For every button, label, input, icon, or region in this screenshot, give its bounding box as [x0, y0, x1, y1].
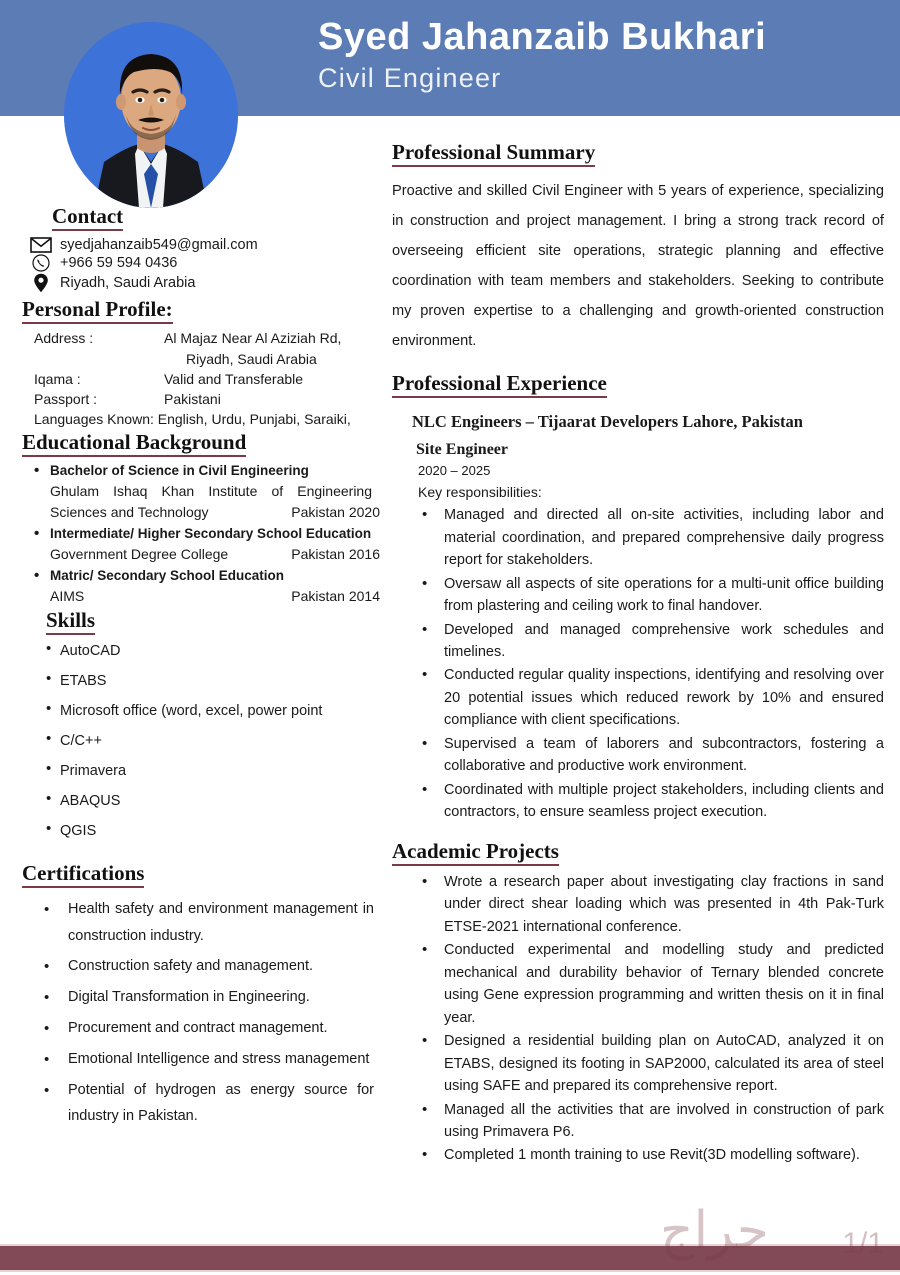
personal-profile-value-cont: Riyadh, Saudi Arabia — [186, 350, 317, 367]
list-item: • C/C++ — [22, 732, 380, 750]
languages-label: Languages Known: — [34, 411, 154, 428]
list-item: • ETABS — [22, 672, 380, 690]
certifications-heading: Certifications — [22, 861, 144, 888]
languages-value: English, Urdu, Punjabi, Saraiki, — [157, 411, 351, 428]
list-item: • ABAQUS — [22, 792, 380, 810]
avatar — [64, 22, 238, 208]
list-item: • Managed all the activities that are involved in construction of park using Primavera P6. — [392, 1099, 884, 1144]
header-text-block — [318, 18, 878, 94]
list-item: • Procurement and contract management. — [22, 1015, 380, 1042]
personal-profile-row-languages — [22, 409, 380, 429]
personal-profile-key: Passport : — [34, 391, 98, 408]
education-institution: Government Degree College — [50, 545, 229, 562]
profile-photo-icon — [64, 22, 238, 208]
personal-profile-key: Address : — [34, 330, 94, 347]
personal-profile-row-passport — [22, 389, 380, 409]
personal-profile-row-address — [22, 328, 380, 348]
professional-summary-heading: Professional Summary — [392, 140, 595, 167]
skills-heading: Skills — [46, 608, 95, 635]
certifications-list — [22, 896, 380, 1131]
contact-row-phone — [26, 254, 380, 272]
experience-dates: 2020 – 2025 — [418, 463, 491, 479]
personal-profile-value: Al Majaz Near Al Aziziah Rd, — [164, 330, 342, 347]
education-item — [22, 566, 380, 607]
education-item — [22, 461, 380, 523]
experience-company: NLC Engineers – Tijaarat Developers Lahore, Pakistan — [412, 411, 803, 431]
education-institution-cont: Sciences and Technology — [50, 503, 209, 520]
list-item: • Construction safety and management. — [22, 953, 380, 980]
list-item: • Wrote a research paper about investigating clay fractions in sand under direct shear loading which was presented in 4th Pak-Turk ETSE-2021 international conference. — [392, 871, 884, 938]
education-institution-year-row — [22, 502, 380, 523]
list-item: • AutoCAD — [22, 642, 380, 660]
skills-list — [22, 642, 380, 841]
list-item: • Health safety and environment management in construction industry. — [22, 896, 380, 950]
education-institution: AIMS — [50, 587, 85, 604]
list-item: • Completed 1 month training to use Revit(3D modelling software). — [392, 1144, 884, 1166]
watermark-page-indicator: 1/1 — [842, 1227, 884, 1260]
academic-projects-heading: Academic Projects — [392, 839, 559, 866]
list-item: • Designed a residential building plan on AutoCAD, analyzed it on ETABS, designed its footing in SAP2000, calculated its area of steel using SAFE and prepared its comprehensive report. — [392, 1030, 884, 1097]
contact-heading: Contact — [52, 204, 123, 231]
education-institution-year-row — [22, 544, 380, 565]
list-item: • Conducted regular quality inspections, identifying and resolving over 20 potential issues which reduced rework by 10% and ensured compliance with client specifications. — [392, 664, 884, 731]
contact-row-email — [26, 237, 380, 253]
professional-summary-body: Proactive and skilled Civil Engineer with 5 years of experience, specializing in construction and project management. I bring a strong track record of overseeing efficient site operations, strategic planning and effective coordination with team members and stakeholders. Seeking to contribute my proven expertise to a challenging and growth-oriented construction environment. — [392, 183, 884, 349]
personal-profile-row-iqama — [22, 369, 380, 389]
page-title: Syed Jahanzaib Bukhari — [318, 16, 767, 58]
education-degree: • Intermediate/ Higher Secondary School Education — [22, 524, 380, 544]
job-title: Civil Engineer — [318, 62, 502, 93]
personal-profile-key-blank — [22, 349, 164, 369]
contact-email[interactable]: syedjahanzaib549@gmail.com — [60, 237, 258, 254]
education-item — [22, 524, 380, 565]
list-item: • QGIS — [22, 822, 380, 840]
list-item: • Supervised a team of laborers and subcontractors, fostering a collaborative and productive work environment. — [392, 733, 884, 778]
left-column — [22, 204, 380, 1134]
education-year: Pakistan 2020 — [291, 503, 380, 520]
map-pin-icon — [26, 273, 56, 293]
right-column — [392, 140, 884, 1168]
experience-responsibilities-label: Key responsibilities: — [418, 483, 542, 500]
list-item: • Primavera — [22, 762, 380, 780]
personal-profile-key: Iqama : — [34, 370, 81, 387]
experience-role: Site Engineer — [416, 441, 508, 459]
education-degree: • Matric/ Secondary School Education — [22, 566, 380, 586]
academic-projects-bullets — [392, 871, 884, 1167]
education-degree: • Bachelor of Science in Civil Engineering — [22, 461, 380, 481]
personal-profile-heading: Personal Profile: — [22, 297, 173, 324]
list-item: • Emotional Intelligence and stress management — [22, 1046, 380, 1073]
personal-profile-value: Pakistani — [164, 391, 221, 408]
professional-experience-heading: Professional Experience — [392, 371, 607, 398]
education-list — [22, 461, 380, 607]
personal-profile-table — [22, 328, 380, 429]
list-item: • Oversaw all aspects of site operations for a multi-unit office building from plastering and ceiling work to final handover. — [392, 573, 884, 618]
education-institution: Ghulam Ishaq Khan Institute of Engineering — [50, 483, 372, 500]
personal-profile-row-address-cont — [22, 349, 380, 369]
list-item: • Managed and directed all on-site activities, including labor and material coordination, and prepared comprehensive daily progress report for stakeholders. — [392, 504, 884, 571]
list-item: • Developed and managed comprehensive work schedules and timelines. — [392, 619, 884, 664]
education-institution-year-row — [22, 586, 380, 607]
experience-bullets — [392, 504, 884, 824]
list-item: • Potential of hydrogen as energy source for industry in Pakistan. — [22, 1077, 380, 1131]
contact-list — [26, 237, 380, 293]
watermark-text: حراج — [660, 1201, 769, 1261]
list-item: • Conducted experimental and modelling study and predicted mechanical and durability behavior of Ternary blended concrete using Gene expression programming and written thesis on it in final year. — [392, 939, 884, 1029]
list-item: • Microsoft office (word, excel, power point — [22, 702, 380, 720]
footer-bar — [0, 1244, 900, 1272]
contact-row-location — [26, 273, 380, 293]
personal-profile-value: Valid and Transferable — [164, 370, 304, 387]
education-year: Pakistan 2014 — [291, 587, 380, 604]
education-year: Pakistan 2016 — [291, 545, 380, 562]
phone-icon — [26, 254, 56, 272]
contact-phone[interactable]: +966 59 594 0436 — [60, 255, 178, 272]
list-item: • Coordinated with multiple project stakeholders, including clients and contractors, to ensure seamless project execution. — [392, 779, 884, 824]
contact-location: Riyadh, Saudi Arabia — [60, 275, 196, 292]
education-heading: Educational Background — [22, 430, 246, 457]
list-item: • Digital Transformation in Engineering. — [22, 984, 380, 1011]
envelope-icon — [26, 237, 56, 253]
